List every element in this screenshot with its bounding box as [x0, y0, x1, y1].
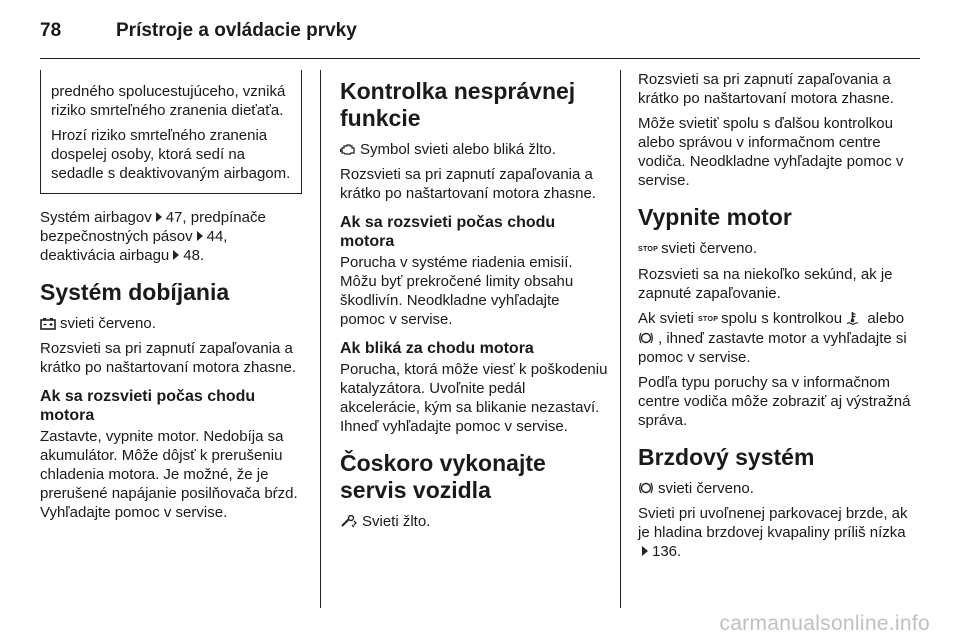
- column-1: [40, 70, 302, 528]
- brake-icon: [638, 481, 654, 495]
- section-heading-charging: Systém dobíjania: [40, 279, 230, 305]
- page-title: Prístroje a ovládacie prvky: [116, 20, 357, 41]
- engine-icon: [340, 143, 356, 156]
- charging-text: Rozsvieti sa pri zapnutí zapaľovania a krátko po naštartovaní motora zhasne.: [40, 340, 296, 376]
- column-divider-1: [320, 70, 321, 608]
- charging-subheading: Ak sa rozsvieti počas chodu motora: [40, 388, 256, 424]
- malfunction-status: Symbol svieti alebo bliká žlto.: [340, 140, 608, 159]
- battery-icon: [40, 317, 56, 330]
- page-reference-icon: [642, 546, 648, 556]
- malfunction-text: Rozsvieti sa pri zapnutí zapaľovania a krátko po naštartovaní motora zhasne.: [340, 166, 596, 202]
- malfunction-subheading-2: Ak bliká za chodu motora: [340, 340, 534, 357]
- column-divider-2: [620, 70, 621, 608]
- coolant-temperature-icon: [846, 311, 859, 325]
- warning-text-2: Hrozí riziko smrteľného zranenia dospelej osoby, ktorá sedí na sedadle s deaktivovaným airbagom.: [51, 127, 291, 182]
- malfunction-sub-text-2: Porucha, ktorá môže viesť k poškodeniu katalyzátora. Uvoľnite pedál akcelerácie, kým sa blikanie nezastaví. Ihneď vyhľadajte pomoc v servise.: [340, 361, 608, 435]
- stop-icon: STOP: [698, 316, 719, 323]
- section-heading-malfunction: Kontrolka nesprávnej funkcie: [340, 78, 576, 131]
- page-header: [40, 14, 920, 58]
- page-reference-icon: [197, 231, 203, 241]
- section-heading-brake: Brzdový systém: [638, 444, 815, 470]
- warning-text-1: predného spolucestujúceho, vzniká riziko smrteľného zranenia dieťaťa.: [51, 83, 286, 119]
- malfunction-sub-text-1: Porucha v systéme riadenia emisií. Môžu byť prekročené limity obsahu škodlivín. Neodkladne vyhľadajte pomoc v servise.: [340, 254, 574, 328]
- wrench-icon: [340, 515, 358, 528]
- stop-status: STOP svieti červeno.: [638, 240, 758, 257]
- warning-box: [40, 70, 302, 194]
- brake-status: svieti červeno.: [638, 479, 918, 498]
- page-reference-icon: [156, 212, 162, 222]
- charging-sub-text: Zastavte, vypnite motor. Nedobíja sa akumulátor. Môže dôjsť k prerušeniu chladenia motora. Je možné, že je prerušené napájanie posilňovača bŕzd. Vyhľadajte pomoc v servise.: [40, 428, 298, 521]
- header-rule: [40, 58, 920, 59]
- stop-text-3: Podľa typu poruchy sa v informačnom centre vodiča môže zobraziť aj výstražná správa.: [638, 374, 911, 429]
- service-text-1: Rozsvieti sa pri zapnutí zapaľovania a krátko po naštartovaní motora zhasne.: [638, 71, 894, 107]
- stop-text-2: Ak svieti STOP spolu s kontrolkou alebo , ihneď zastavte motor a vyhľadajte si pomoc v servise.: [638, 310, 907, 366]
- service-status: Svieti žlto.: [340, 512, 608, 531]
- stop-icon: STOP: [638, 246, 659, 253]
- stop-text-1: Rozsvieti sa na niekoľko sekúnd, ak je zapnuté zapaľovanie.: [638, 266, 893, 302]
- watermark: carmanualsonline.info: [719, 612, 930, 635]
- section-heading-service: Čoskoro vykonajte servis vozidla: [340, 450, 546, 503]
- section-heading-stop: Vypnite motor: [638, 204, 792, 230]
- brake-icon: [638, 331, 654, 345]
- column-3: [638, 70, 918, 567]
- malfunction-subheading-1: Ak sa rozsvieti počas chodu motora: [340, 214, 556, 250]
- charging-status: svieti červeno.: [40, 314, 302, 333]
- page-number: 78: [40, 20, 62, 41]
- brake-text: Svieti pri uvoľnenej parkovacej brzde, ak je hladina brzdovej kvapaliny príliš nízka136.: [638, 505, 908, 560]
- column-2: [340, 70, 608, 537]
- page-reference-icon: [173, 250, 179, 260]
- cross-references: Systém airbagov 47, predpínače bezpečnostných pásov 44, deaktivácia airbagu 48.: [40, 209, 266, 264]
- service-text-2: Môže svietiť spolu s ďalšou kontrolkou alebo správou v informačnom centre vodiča. Neodkladne vyhľadajte pomoc v servise.: [638, 115, 904, 189]
